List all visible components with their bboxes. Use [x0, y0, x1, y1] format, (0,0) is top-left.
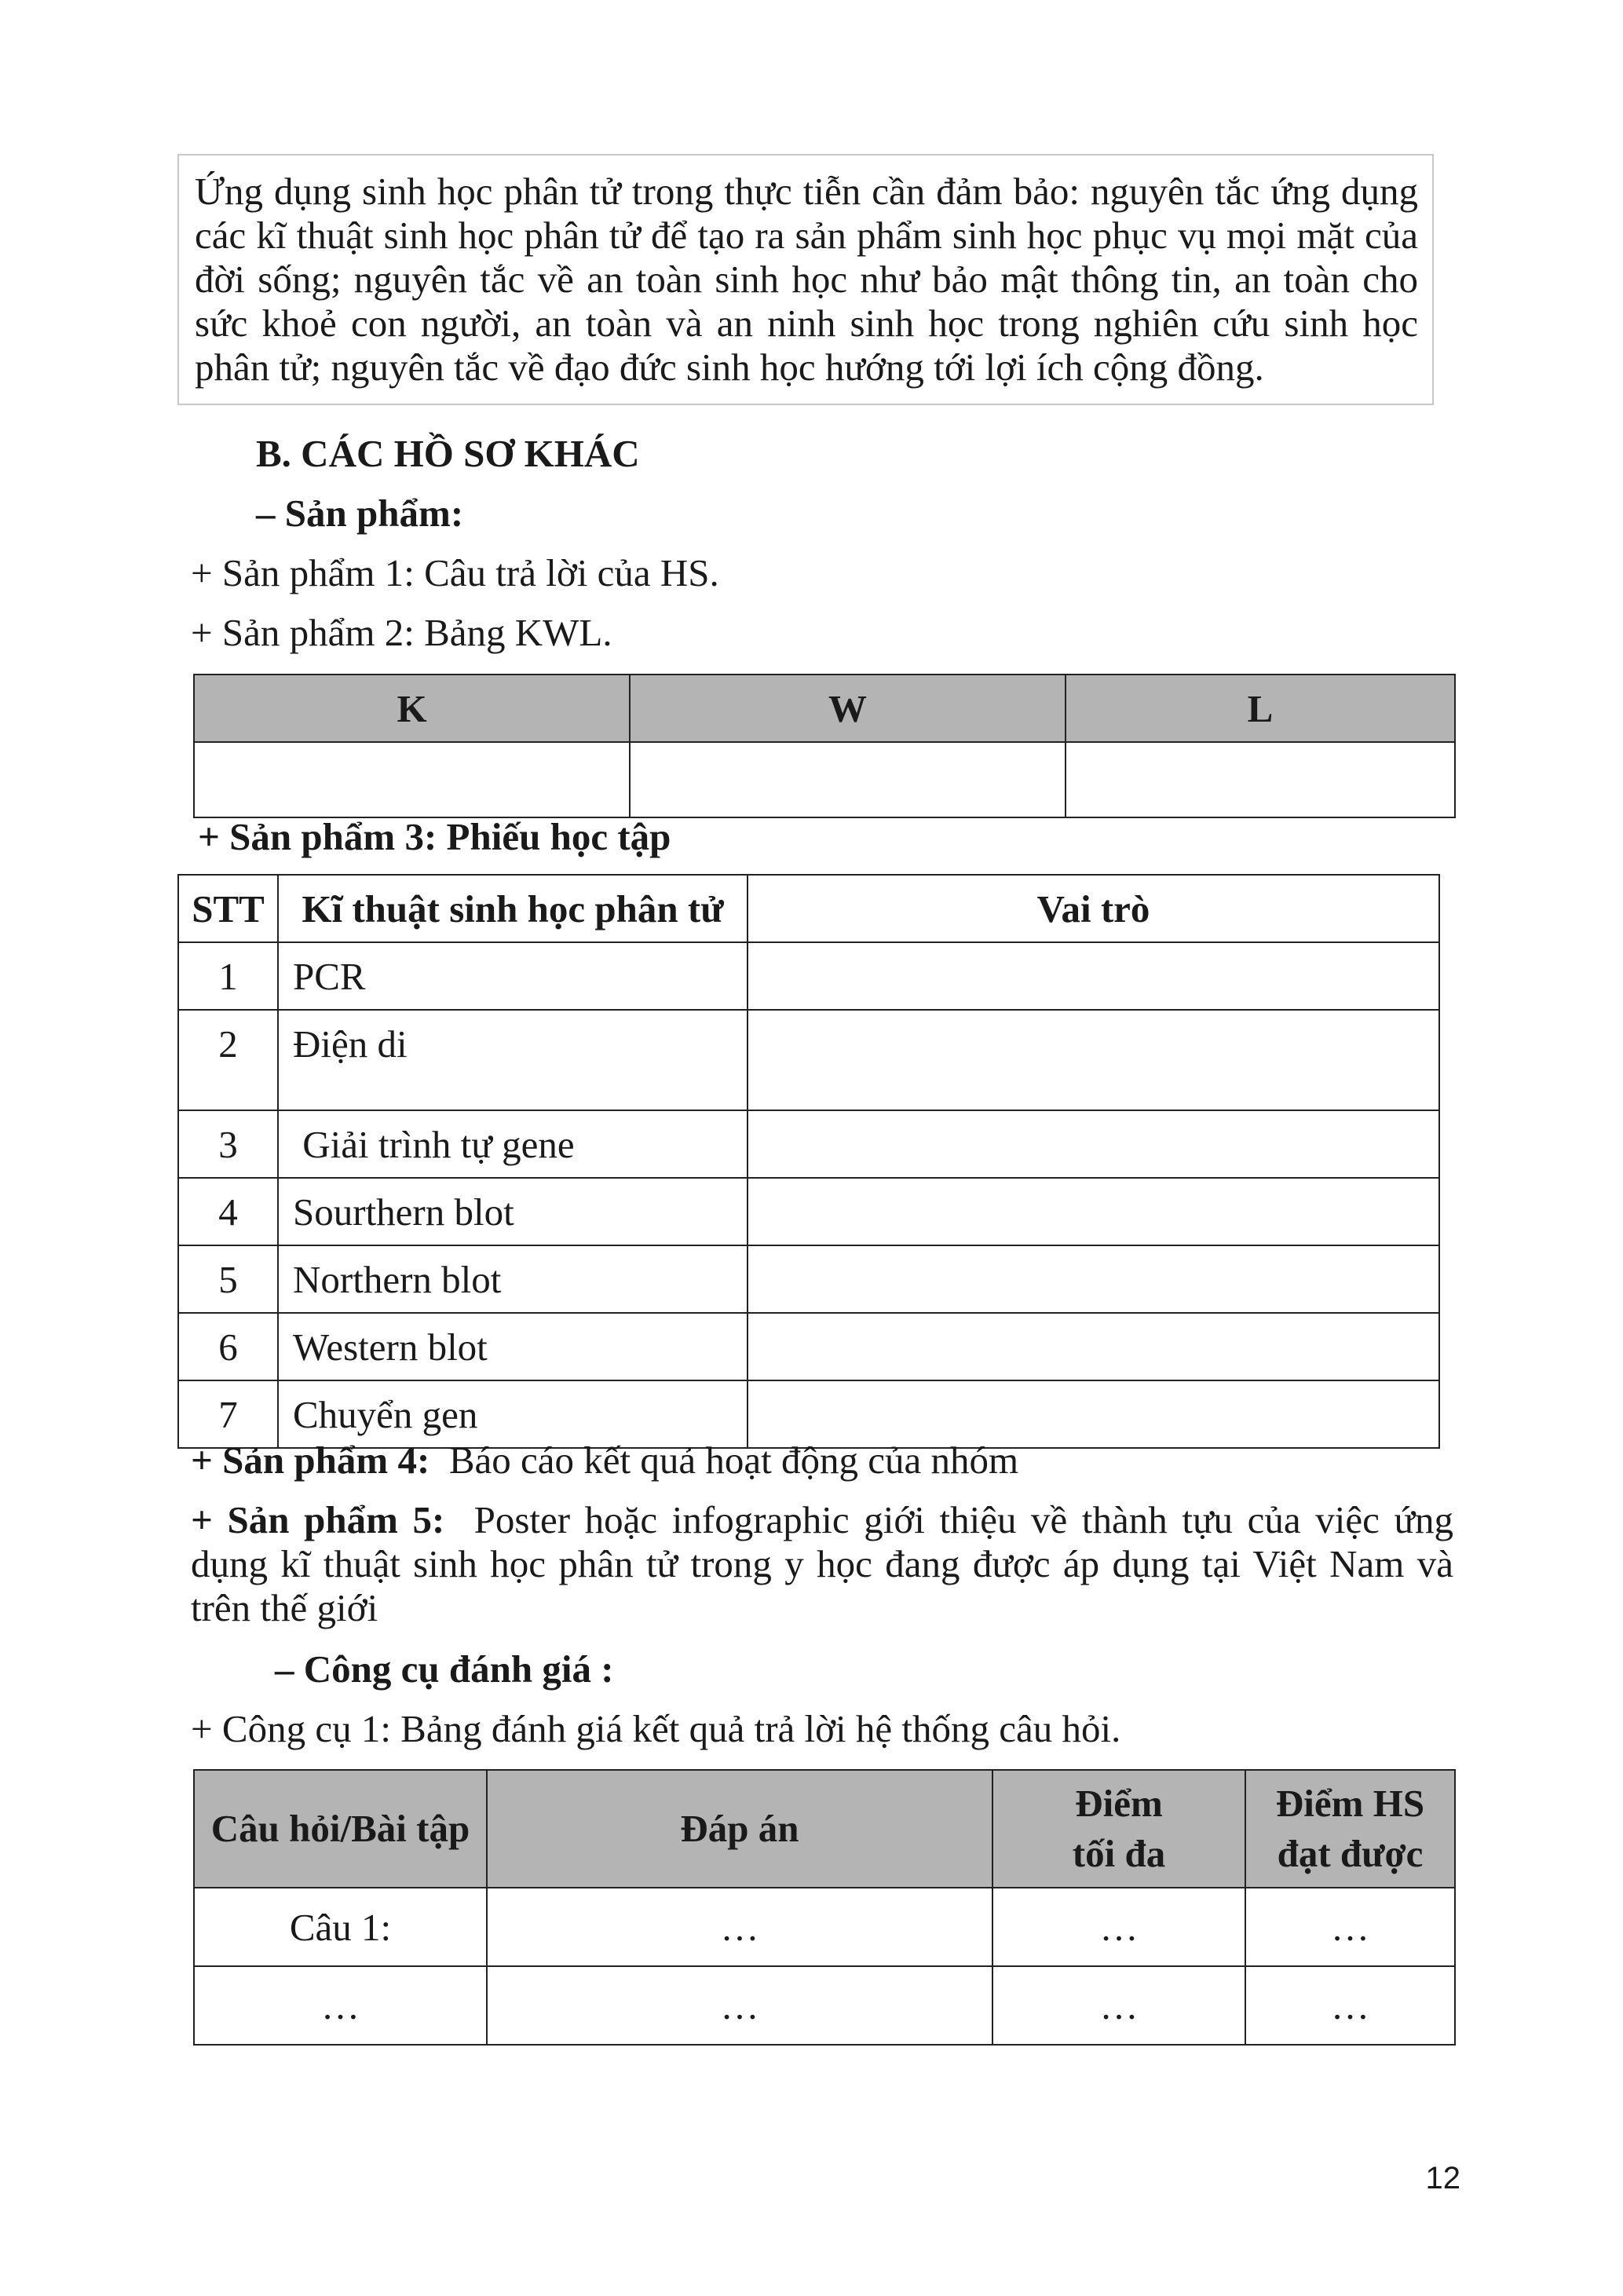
eval-hs-score: … [1245, 1888, 1455, 1966]
kwl-cell [1066, 742, 1455, 817]
row-technique: Chuyển gen [278, 1380, 748, 1448]
evaluation-header-hs-score [1245, 1770, 1455, 1888]
product-5-text: Poster hoặc infographic giới thiệu về thành tựu của việc ứng dụng kĩ thuật sinh học phân tử trong y học đang được áp dụng tại Việt Nam và trên thế giới [191, 1498, 1454, 1629]
table-row [194, 1888, 1455, 1966]
row-role [748, 942, 1439, 1010]
section-title: B. CÁC HỒ SƠ KHÁC [256, 432, 640, 475]
product-5-label: + Sản phẩm 5: [191, 1498, 445, 1541]
product-2: + Sản phẩm 2: Bảng KWL. [191, 611, 612, 654]
page-number: 12 [1425, 2161, 1460, 2195]
row-technique: Sourthern blot [278, 1178, 748, 1245]
hs-score-line-2: đạt được [1277, 1832, 1424, 1875]
row-stt: 4 [178, 1178, 278, 1245]
worksheet-header-row [178, 875, 1439, 942]
hs-score-line-1: Điểm HS [1275, 1782, 1425, 1825]
row-stt: 1 [178, 942, 278, 1010]
row-stt: 5 [178, 1245, 278, 1313]
worksheet-header-role: Vai trò [748, 875, 1439, 942]
row-stt: 3 [178, 1110, 278, 1178]
product-4-label: + Sản phẩm 4: [191, 1439, 430, 1482]
product-3: + Sản phẩm 3: Phiếu học tập [198, 815, 671, 858]
row-role [748, 1245, 1439, 1313]
kwl-header-row [194, 675, 1455, 742]
product-5 [191, 1498, 1453, 1630]
row-role [748, 1313, 1439, 1380]
row-technique: Giải trình tự gene [278, 1110, 748, 1178]
row-technique: Điện di [278, 1010, 748, 1110]
eval-answer: … [487, 1966, 992, 2045]
kwl-empty-row [194, 742, 1455, 817]
row-technique: PCR [278, 942, 748, 1010]
product-4 [191, 1439, 1018, 1483]
evaluation-header-answer: Đáp án [487, 1770, 992, 1888]
eval-answer: … [487, 1888, 992, 1966]
row-role [748, 1110, 1439, 1178]
table-row [178, 1110, 1439, 1178]
intro-box [177, 154, 1434, 405]
evaluation-header-question: Câu hỏi/Bài tập [194, 1770, 487, 1888]
product-4-text: Báo cáo kết quả hoạt động của nhóm [448, 1439, 1019, 1482]
kwl-cell [630, 742, 1066, 817]
kwl-cell [194, 742, 630, 817]
evaluation-table [193, 1769, 1456, 2046]
eval-max-score: … [992, 1966, 1245, 2045]
tool-1: + Công cụ 1: Bảng đánh giá kết quả trả lời hệ thống câu hỏi. [191, 1707, 1121, 1750]
eval-max-score: … [992, 1888, 1245, 1966]
worksheet-table [177, 874, 1440, 1449]
table-row [178, 1010, 1439, 1110]
worksheet-header-technique: Kĩ thuật sinh học phân tử [278, 875, 748, 942]
evaluation-header-max-score [992, 1770, 1245, 1888]
table-row [178, 1178, 1439, 1245]
eval-hs-score: … [1245, 1966, 1455, 2045]
kwl-header-k: K [194, 675, 630, 742]
table-row [194, 1966, 1455, 2045]
product-1: + Sản phẩm 1: Câu trả lời của HS. [191, 551, 719, 594]
intro-text: Ứng dụng sinh học phân tử trong thực tiễn cần đảm bảo: nguyên tắc ứng dụng các kĩ thuật sinh học phân tử để tạo ra sản phẩm sinh học phục vụ mọi mặt của đời sống; nguyên tắc về an toàn sinh học như bảo mật thông tin, an toàn cho sức khoẻ con người, an toàn và an ninh sinh học trong nghiên cứu sinh học phân tử; nguyên tắc về đạo đức sinh học hướng tới lợi ích cộng đồng. [195, 170, 1418, 389]
eval-question: Câu 1: [194, 1888, 487, 1966]
table-row [178, 1245, 1439, 1313]
row-stt: 7 [178, 1380, 278, 1448]
table-row [178, 942, 1439, 1010]
tools-heading: – Công cụ đánh giá : [275, 1647, 614, 1691]
kwl-header-l: L [1066, 675, 1455, 742]
kwl-table [193, 674, 1456, 818]
max-score-line-2: tối đa [1072, 1832, 1166, 1875]
evaluation-header-row [194, 1770, 1455, 1888]
worksheet-header-stt: STT [178, 875, 278, 942]
eval-question: … [194, 1966, 487, 2045]
row-technique: Northern blot [278, 1245, 748, 1313]
row-stt: 2 [178, 1010, 278, 1110]
row-stt: 6 [178, 1313, 278, 1380]
row-role [748, 1010, 1439, 1110]
products-heading: – Sản phẩm: [256, 492, 464, 535]
max-score-line-1: Điểm [1075, 1782, 1163, 1825]
kwl-header-w: W [630, 675, 1066, 742]
row-role [748, 1178, 1439, 1245]
table-row [178, 1313, 1439, 1380]
row-technique: Western blot [278, 1313, 748, 1380]
